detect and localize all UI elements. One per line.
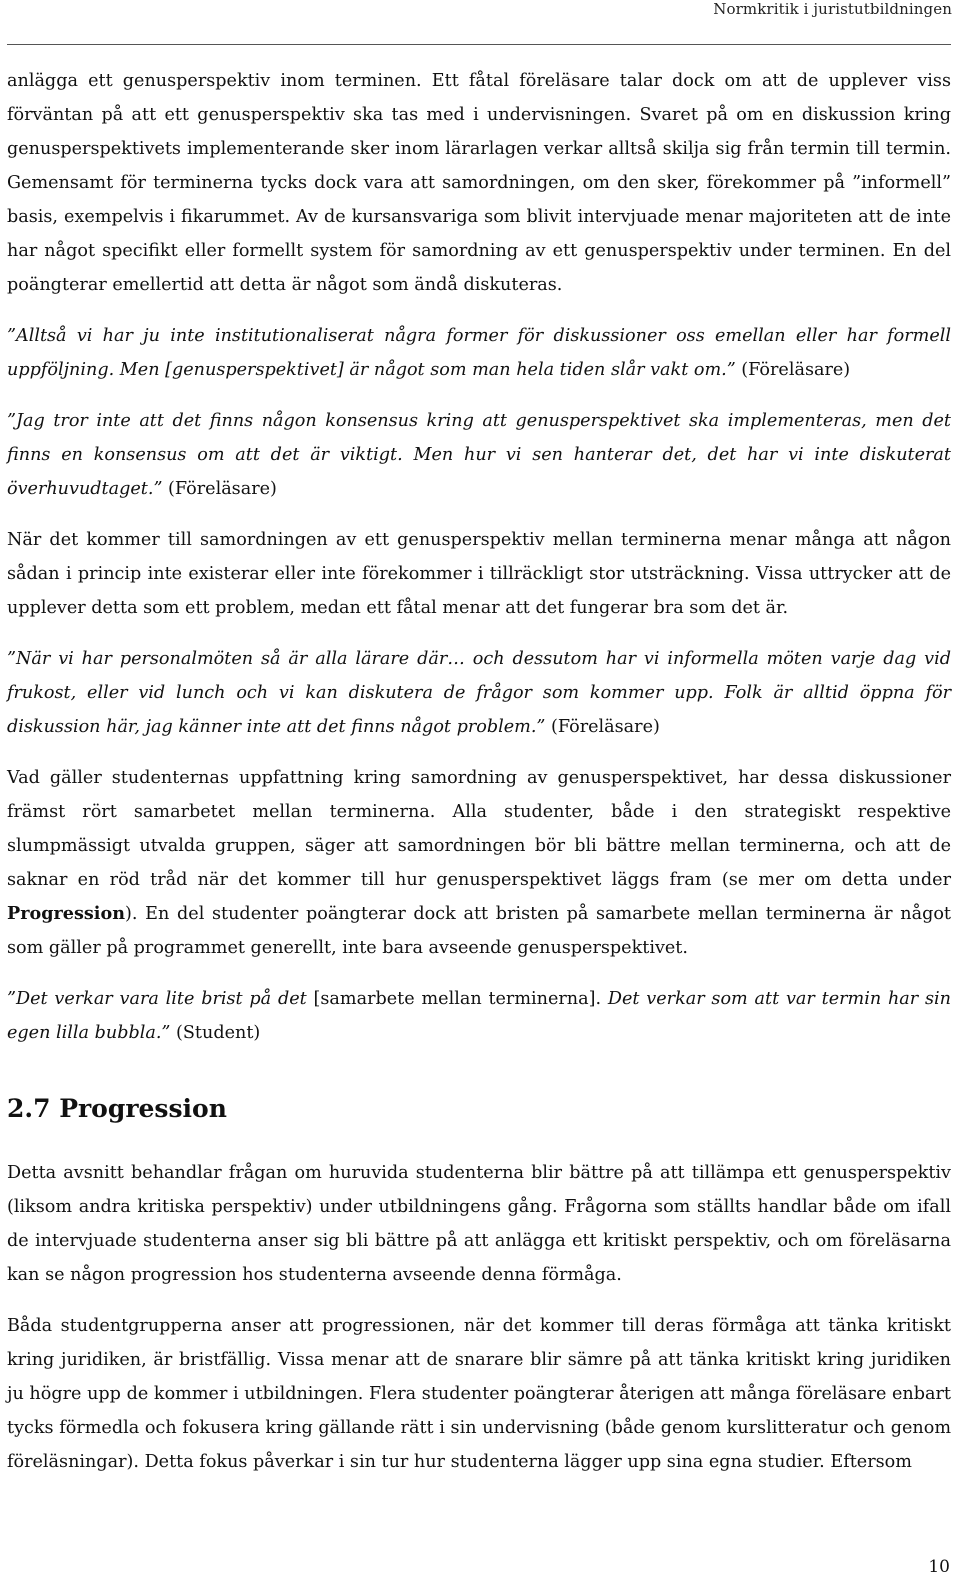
running-header: Normkritik i juristutbildningen [713,0,952,18]
page-number: 10 [928,1557,950,1577]
quote-text: ”Jag tror inte att det finns någon konsensus kring att genusperspektivet ska implementeras, men det finns en konsensus om att det är viktigt. Men hur vi sen hanterar det, det har vi inte diskuterat överhuvudtaget.” [7,411,951,499]
paragraph: När det kommer till samordningen av ett genusperspektiv mellan terminerna menar många att någon sådan i princip inte existerar eller inte förekommer i tillräckligt stor utsträckning. Vissa uttrycker att de upplever detta som ett problem, medan ett fåtal menar att det fungerar bra som det är. [7,530,951,618]
quote [7,982,951,1050]
quote-source: (Föreläsare) [162,479,277,499]
quote [7,404,951,506]
quote-text: ”Det verkar vara lite brist på det [7,989,307,1009]
section-heading: 2.7 Progression [7,1094,227,1123]
quote [7,319,951,387]
quote-source: (Föreläsare) [545,717,660,737]
paragraph-text: Vad gäller studenternas uppfattning kring samordning av genusperspektivet, har dessa diskussioner främst rört samarbetet mellan terminerna. Alla studenter, både i den strategiskt respektive slumpmässigt utvalda gruppen, säger att samordningen bör bli bättre mellan terminerna, och att de saknar en röd tråd när det kommer till hur genusperspektivet läggs fram (se mer om detta under [7,768,951,890]
quote-text: ”När vi har personalmöten så är alla lärare där… och dessutom har vi informella möten varje dag vid frukost, eller vid lunch och vi kan diskutera de frågor som kommer upp. Folk är alltid öppna för diskussion här, jag känner inte att det finns något problem.” [7,649,951,737]
document-body [7,64,951,1479]
quote-insert: [samarbete mellan terminerna]. [306,989,608,1009]
paragraph: anlägga ett genusperspektiv inom terminen. Ett fåtal föreläsare talar dock om att de upplever viss förväntan på att ett genusperspektiv ska tas med i undervisningen. Svaret på om en diskussion kring genusperspektivets implementerande sker inom lärarlagen verkar alltså skilja sig från termin till termin. Gemensamt för terminerna tycks dock vara att samordningen, om den sker, förekommer på ”informell” basis, exempelvis i fikarummet. Av de kursansvariga som blivit intervjuade menar majoriteten att de inte har något specifikt eller formellt system för samordning av ett genusperspektiv under terminen. En del poängterar emellertid att detta är något som ändå diskuteras. [7,71,951,295]
paragraph [7,761,951,965]
paragraph-text: ). En del studenter poängterar dock att bristen på samarbete mellan terminerna är något som gäller på programmet generellt, inte bara avseende genusperspektivet. [7,904,951,958]
quote-text: ”Alltså vi har ju inte institutionaliserat några former för diskussioner oss emellan eller har formell uppföljning. Men [genusperspektivet] är något som man hela tiden slår vakt om.” [7,326,951,380]
quote-source: (Föreläsare) [735,360,851,380]
paragraph: Detta avsnitt behandlar frågan om huruvida studenterna blir bättre på att tillämpa ett genusperspektiv (liksom andra kritiska perspektiv) under utbildningens gång. Frågorna som ställts handlar både om ifall de intervjuade studenterna anser sig bli bättre på att anlägga ett kritiskt perspektiv, och om föreläsarna kan se någon progression hos studenterna avseende denna förmåga. [7,1163,951,1285]
paragraph: Båda studentgrupperna anser att progressionen, när det kommer till deras förmåga att tänka kritiskt kring juridiken, är bristfällig. Vissa menar att de snarare blir sämre på att tänka kritiskt kring juridiken ju högre upp de kommer i utbildningen. Flera studenter poängterar återigen att många föreläsare enbart tycks förmedla och fokusera kring gällande rätt i sin undervisning (både genom kurslitteratur och genom föreläsningar). Detta fokus påverkar i sin tur hur studenterna lägger upp sina egna studier. Eftersom [7,1316,951,1472]
quote [7,642,951,744]
quote-text: Det verkar som att var termin har sin egen lilla bubbla.” [7,989,952,1043]
cross-reference: Progression [7,903,126,924]
quote-source: (Student) [170,1023,261,1043]
header-rule [7,44,951,45]
